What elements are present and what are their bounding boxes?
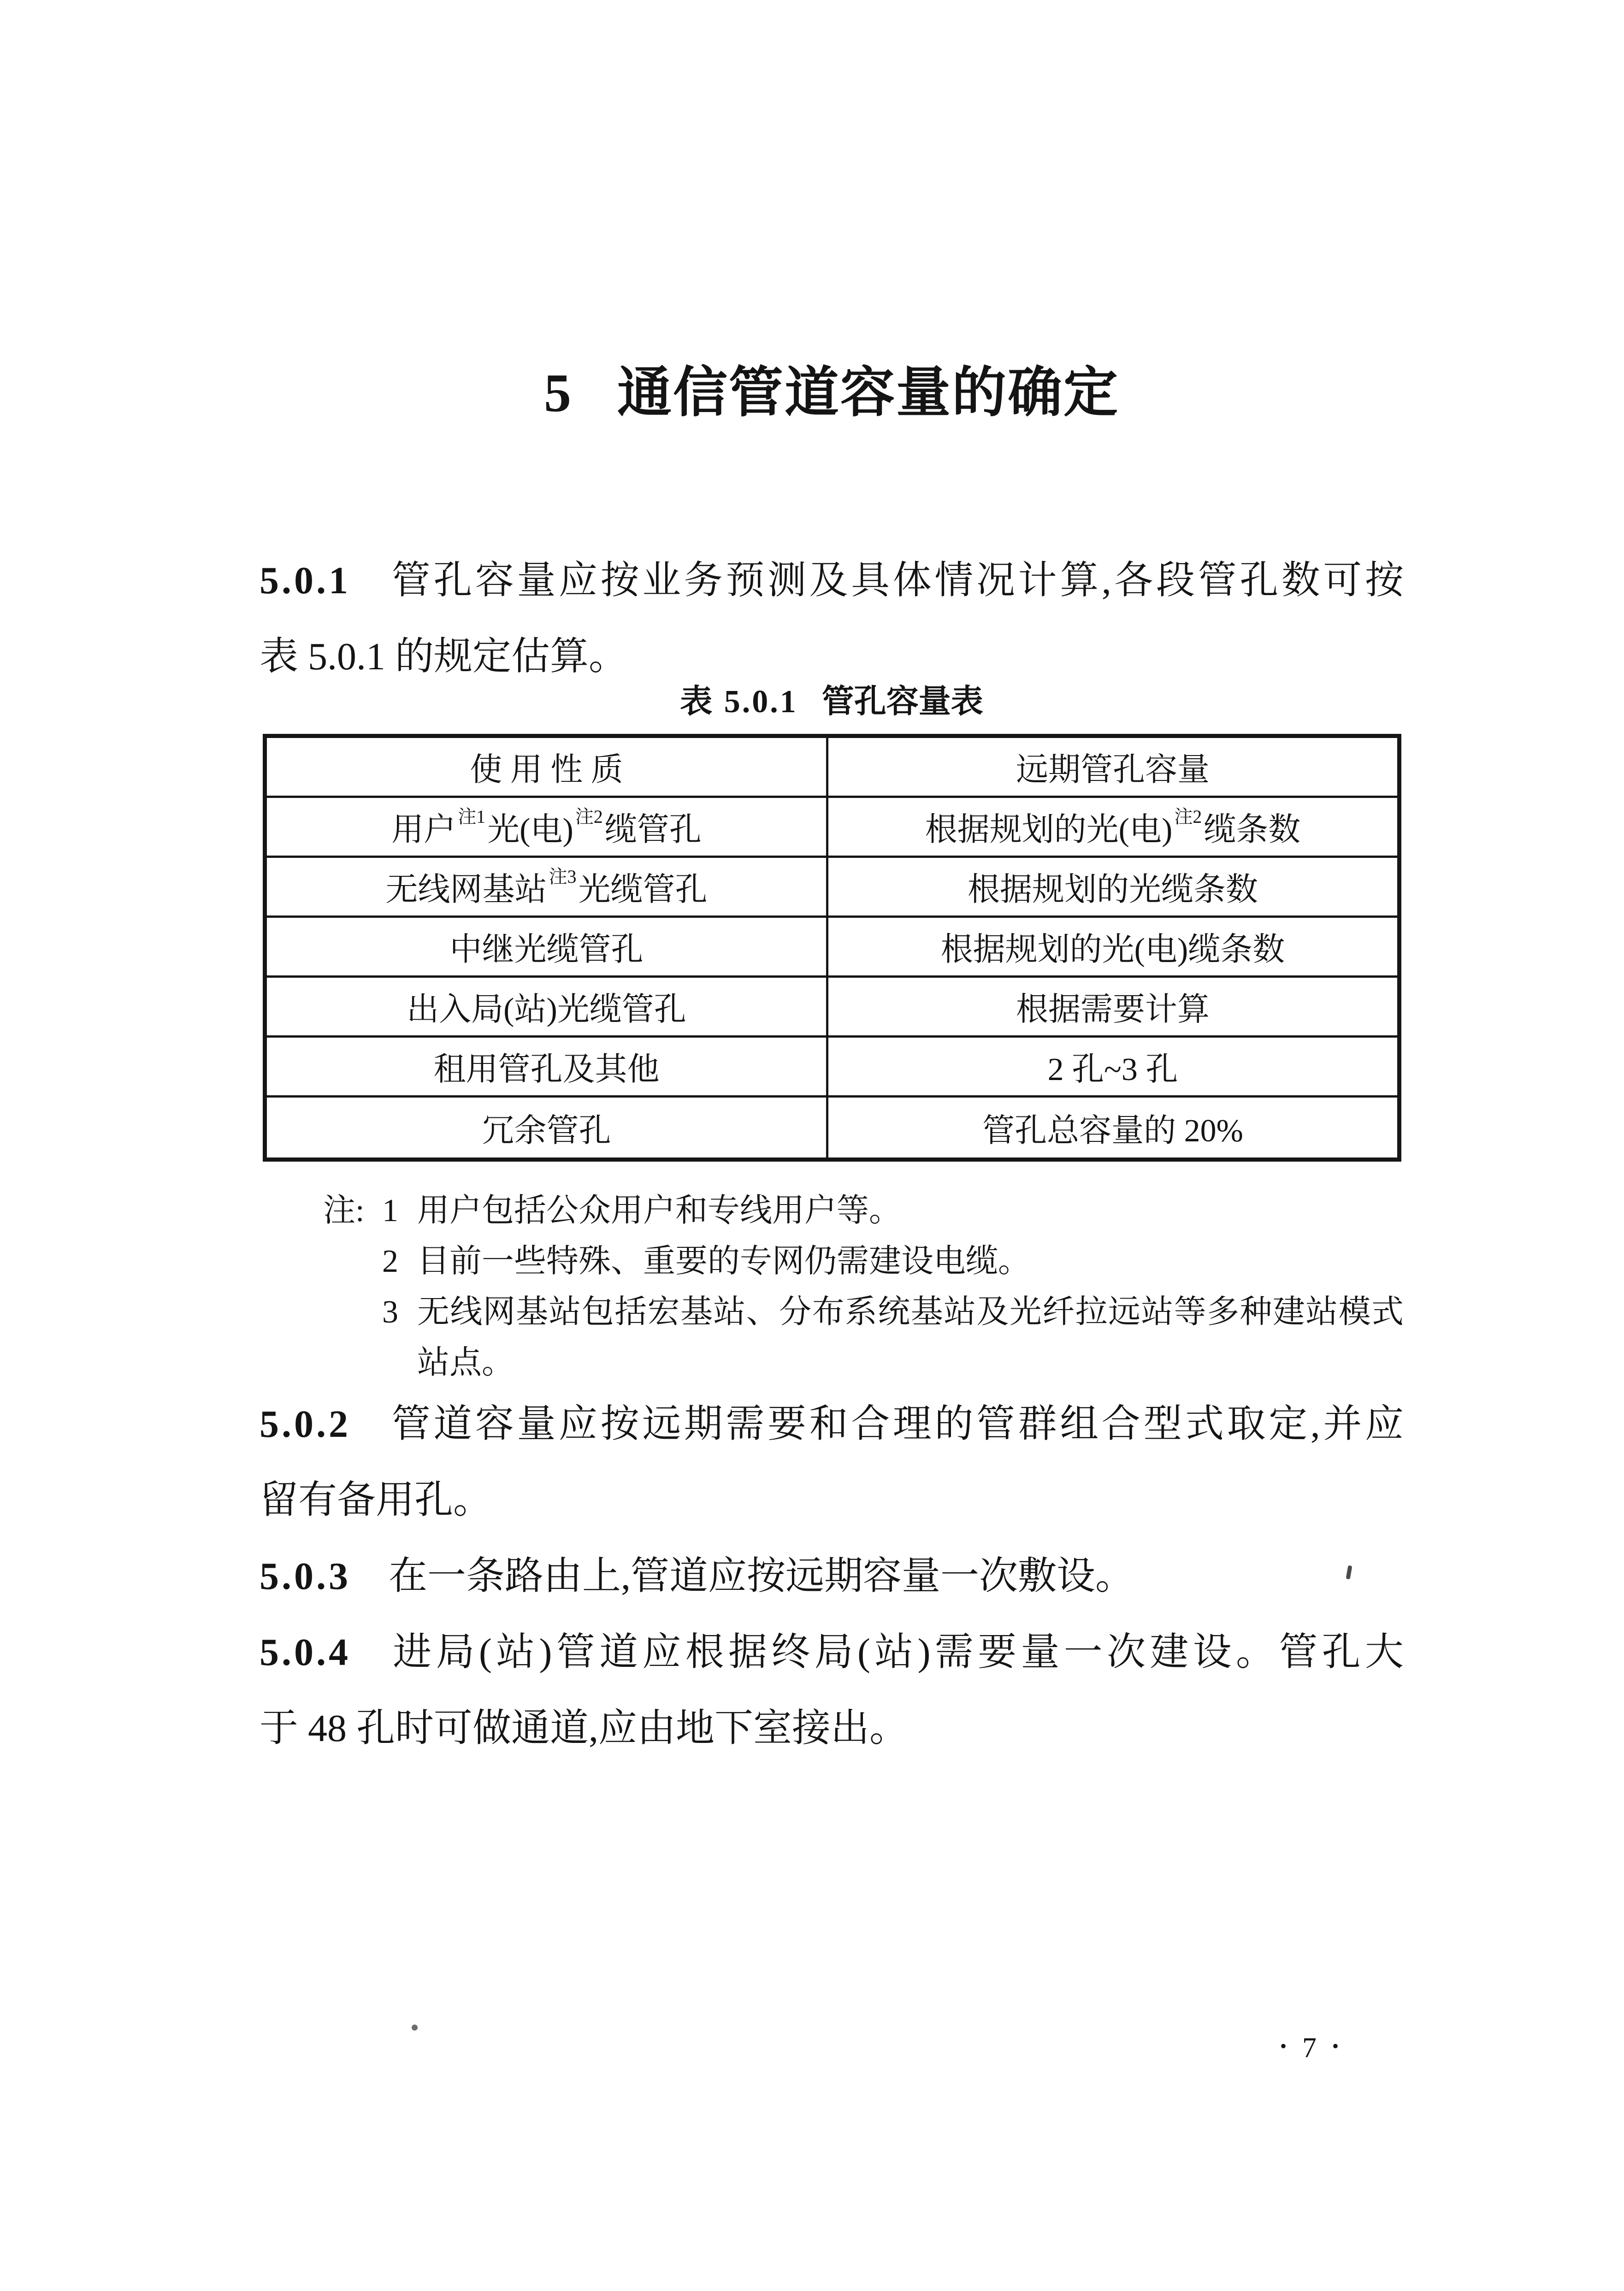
table-cell-use: 无线网基站 $^{注3}$ 光缆管孔: [267, 858, 828, 918]
table-cell-use: [267, 918, 828, 978]
note-item: [260, 1287, 1404, 1388]
page-number-dot: •: [1332, 2036, 1339, 2056]
paragraph-text: 表 5.0.1 的规定估算。: [260, 635, 628, 678]
cell-text: 根据需要计算: [1016, 992, 1210, 1027]
section-number: 5.0.2: [260, 1403, 351, 1446]
cell-text: 根据规划的光(电): [925, 812, 1173, 848]
cell-text: 冗余管孔: [482, 1113, 611, 1149]
section-5-0-1: [260, 543, 1404, 695]
table-caption-title: 管孔容量表: [821, 684, 983, 720]
note-line: 无线网基站包括宏基站、分布系统基站及光纤拉远站等多种建站模式: [417, 1294, 1404, 1330]
cell-text: 2 孔~3 孔: [1047, 1052, 1178, 1087]
paragraph-text: 管道容量应按远期需要和合理的管群组合型式取定,并应: [389, 1403, 1404, 1446]
section-5-0-4: [260, 1614, 1404, 1766]
paragraph-text: 进局(站)管道应根据终局(站)需要量一次建设。管孔大: [389, 1631, 1404, 1674]
cell-text: 缆条数: [1204, 812, 1301, 848]
section-5-0-3: [260, 1538, 1404, 1614]
cell-text: 光(电): [487, 812, 573, 848]
cell-text: 根据规划的光缆条数: [968, 872, 1258, 908]
paragraph-line: [260, 1614, 1404, 1690]
note-label: 注:: [323, 1193, 365, 1228]
chapter-number: 5: [543, 363, 571, 423]
note-line: 用户包括公众用户和专线用户等。: [417, 1193, 901, 1228]
table-cell-capacity: [828, 978, 1397, 1038]
cell-text: 管孔总容量的 20%: [982, 1113, 1243, 1149]
note-number: 3: [382, 1294, 398, 1330]
table-cell-use: 用户 $^{注1}$ 光(电) $^{注2}$ 缆管孔: [267, 798, 828, 858]
section-5-0-2: [260, 1386, 1404, 1538]
cell-text: 出入局(站)光缆管孔: [407, 992, 686, 1027]
paragraph-text: 留有备用孔。: [260, 1479, 492, 1522]
note-line: 目前一些特殊、重要的专网仍需建设电缆。: [417, 1244, 1030, 1279]
cell-text: 中继光缆管孔: [449, 932, 644, 968]
note-item: [260, 1186, 1404, 1236]
table-caption-number: 表 5.0.1: [680, 684, 798, 720]
cell-text: 租用管孔及其他: [433, 1052, 660, 1087]
note-text: [417, 1236, 1404, 1287]
notes-block: [260, 1186, 1404, 1388]
paragraph-line: [260, 1690, 1404, 1766]
cell-text: 用户: [391, 812, 456, 848]
note-item: [260, 1236, 1404, 1287]
cell-text: 光缆管孔: [578, 872, 708, 908]
paragraph-text: 于 48 孔时可做通道,应由地下室接出。: [260, 1707, 909, 1750]
pipe-capacity-table: [263, 734, 1401, 1162]
table-cell-capacity: [828, 1098, 1397, 1157]
note-number: 1: [382, 1193, 398, 1228]
table-caption: [260, 683, 1404, 721]
chapter-title-text: 通信管道容量的确定: [617, 363, 1119, 423]
note-text: [417, 1287, 1404, 1388]
paragraph-line: [260, 1538, 1404, 1614]
table-header-cell: 远期管孔容量: [828, 738, 1397, 798]
cell-text: 无线网基站: [385, 872, 547, 908]
table-cell-capacity: [828, 1038, 1397, 1098]
table-header-cell: 使 用 性 质: [267, 738, 828, 798]
note-number: 2: [382, 1244, 398, 1279]
table-cell-use: [267, 978, 828, 1038]
page-number-value: 7: [1302, 2032, 1317, 2064]
table-cell-capacity: [828, 918, 1397, 978]
table-cell-use: [267, 1038, 828, 1098]
chapter-heading: [260, 363, 1404, 423]
section-number: 5.0.3: [260, 1555, 351, 1598]
cell-text: 缆管孔: [604, 812, 702, 848]
note-line: 站点。: [417, 1345, 514, 1381]
scan-speck: [412, 2025, 418, 2031]
table-cell-use: [267, 1098, 828, 1157]
section-number: 5.0.1: [260, 559, 351, 602]
paragraph-text: 管孔容量应按业务预测及具体情况计算,各段管孔数可按: [389, 559, 1404, 602]
cell-text: 根据规划的光(电)缆条数: [940, 932, 1285, 968]
table-cell-capacity: 根据规划的光(电) $^{注2}$ 缆条数: [828, 798, 1397, 858]
page-number: [1264, 2032, 1354, 2064]
paragraph-line: [260, 1462, 1404, 1538]
table-cell-capacity: [828, 858, 1397, 918]
paragraph-text: 在一条路由上,管道应按远期容量一次敷设。: [389, 1555, 1134, 1598]
note-text: [417, 1186, 1404, 1236]
section-number: 5.0.4: [260, 1631, 351, 1674]
paragraph-line: [260, 1386, 1404, 1462]
page-number-dot: •: [1280, 2036, 1287, 2056]
paragraph-line: [260, 543, 1404, 619]
